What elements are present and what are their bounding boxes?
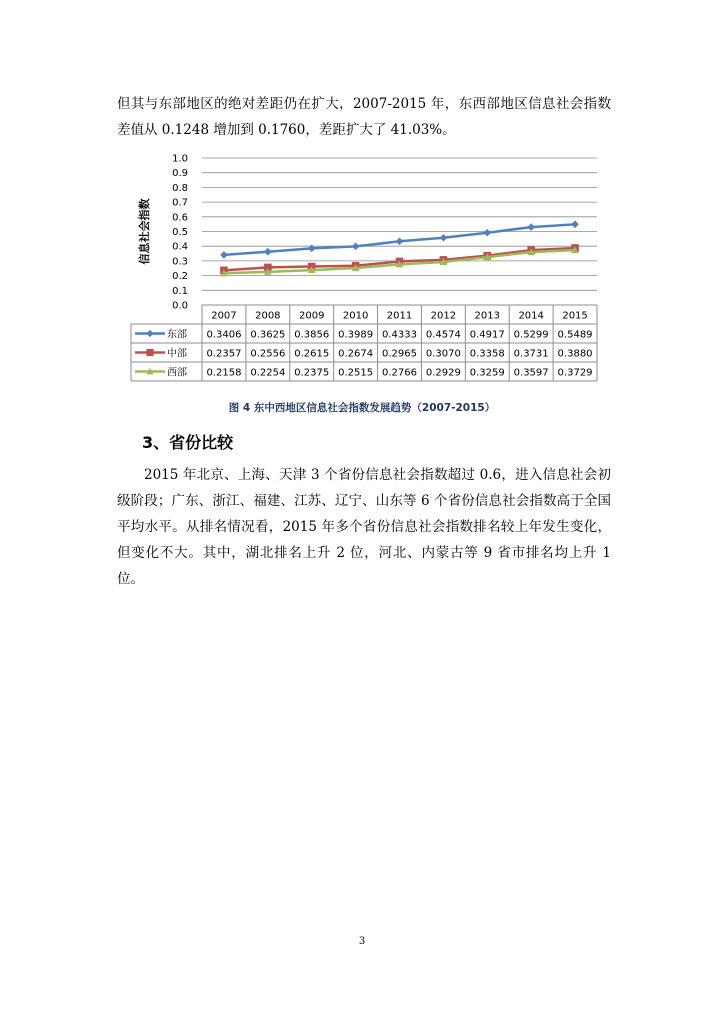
data-point — [220, 251, 228, 259]
data-point — [352, 243, 360, 251]
x-tick-label: 2015 — [562, 310, 588, 322]
y-tick-label: 0.4 — [172, 241, 188, 253]
table-cell-value: 0.2158 — [206, 367, 242, 379]
body-paragraph-1: 但其与东部地区的绝对差距仍在扩大，2007-2015 年，东西部地区信息社会指数差值从 0.1248 增加到 0.1760，差距扩大了 41.03%。 — [117, 96, 611, 138]
data-point — [527, 223, 535, 231]
y-tick-label: 0.2 — [172, 271, 188, 283]
table-cell-value: 0.3259 — [469, 367, 505, 379]
x-tick-label: 2007 — [211, 310, 237, 322]
table-cell-value: 0.2357 — [206, 348, 242, 360]
x-tick-label: 2011 — [386, 310, 413, 322]
table-cell-value: 0.3358 — [469, 348, 505, 360]
legend-key-marker — [146, 330, 153, 337]
x-tick-label: 2014 — [518, 310, 544, 322]
table-cell-value: 0.3856 — [294, 329, 330, 341]
table-cell-value: 0.4574 — [425, 329, 461, 341]
data-point — [483, 229, 491, 237]
y-tick-label: 0.0 — [172, 300, 188, 312]
table-cell-value: 0.2929 — [425, 367, 461, 379]
y-tick-label: 1.0 — [172, 153, 188, 165]
legend-label: 西部 — [167, 367, 187, 379]
data-point — [308, 245, 316, 253]
data-point — [440, 234, 448, 242]
table-cell-value: 0.2515 — [338, 367, 374, 379]
table-cell-value: 0.3731 — [513, 348, 549, 360]
y-axis-label: 信息社会指数 — [138, 198, 151, 265]
data-point — [396, 238, 404, 246]
legend-label: 中部 — [167, 348, 187, 360]
table-cell-value: 0.3989 — [338, 329, 374, 341]
table-cell-value: 0.3597 — [513, 367, 549, 379]
section-heading: 3、省份比较 — [142, 433, 234, 452]
x-tick-label: 2010 — [342, 310, 369, 322]
table-cell-value: 0.5489 — [557, 329, 593, 341]
x-tick-label: 2008 — [255, 310, 281, 322]
page-number: 3 — [358, 936, 366, 947]
body-paragraph-2: 2015 年北京、上海、天津 3 个省份信息社会指数超过 0.6，进入信息社会初级阶段；广东、浙江、福建、江苏、辽宁、山东等 6 个省份信息社会指数高于全国平均水平。从排名情况看，2015 年多个省份信息社会指数排名较上年发生变化，但变化不大。其中，湖北排名上升 2 位，河北、内蒙古等 9 省市排名均上升 1 位。 — [117, 467, 611, 587]
table-cell-value: 0.2965 — [382, 348, 417, 360]
table-cell-value: 0.4917 — [469, 329, 505, 341]
x-tick-label: 2009 — [298, 310, 325, 322]
table-cell-value: 0.3406 — [206, 329, 242, 341]
y-tick-label: 0.6 — [172, 212, 188, 224]
y-tick-label: 0.7 — [172, 197, 188, 209]
y-tick-label: 0.1 — [172, 285, 188, 297]
table-cell-value: 0.2375 — [294, 367, 330, 379]
table-cell-value: 0.2254 — [250, 367, 286, 379]
table-cell-value: 0.2766 — [382, 367, 417, 379]
legend-key-marker — [146, 349, 153, 356]
table-cell-value: 0.2615 — [294, 348, 330, 360]
y-tick-label: 0.3 — [172, 256, 188, 268]
table-cell-value: 0.3880 — [557, 348, 593, 360]
y-tick-label: 0.5 — [172, 227, 188, 238]
data-point — [264, 248, 272, 256]
table-cell-value: 0.3729 — [557, 367, 593, 379]
table-cell-value: 0.2674 — [338, 348, 374, 360]
table-cell-value: 0.3070 — [425, 348, 461, 360]
table-cell-value: 0.4333 — [382, 329, 417, 341]
table-cell-value: 0.2556 — [250, 348, 286, 360]
table-cell-value: 0.5299 — [513, 329, 549, 341]
x-tick-label: 2012 — [430, 310, 457, 322]
y-tick-label: 0.9 — [172, 168, 188, 180]
table-cell-value: 0.3625 — [250, 329, 286, 341]
figure-caption: 图 4 东中西地区信息社会指数发展趋势（2007-2015） — [228, 402, 496, 414]
trend-line-chart — [130, 148, 610, 396]
y-tick-label: 0.8 — [172, 182, 188, 194]
data-point — [571, 221, 579, 229]
x-tick-label: 2013 — [474, 310, 501, 322]
legend-label: 东部 — [167, 329, 187, 341]
